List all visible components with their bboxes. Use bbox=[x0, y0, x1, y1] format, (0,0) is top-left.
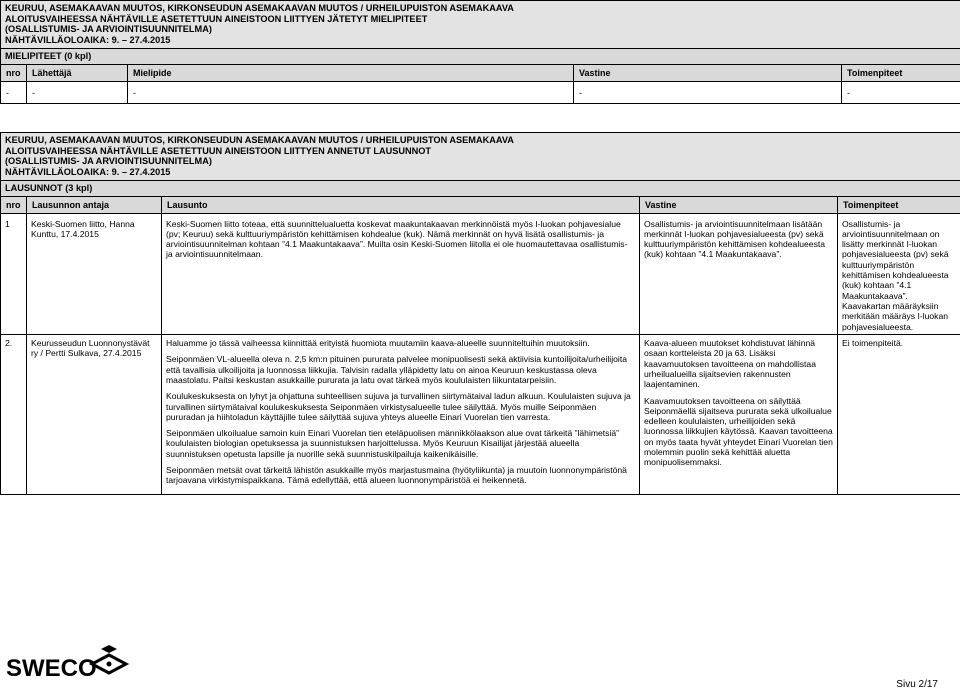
title-line: ALOITUSVAIHEESSA NÄHTÄVILLE ASETETTUUN AINEISTOON LIITTYEN JÄTETYT MIELIPITEET bbox=[5, 13, 428, 24]
header-statement: Lausunto bbox=[162, 196, 640, 213]
cell-response bbox=[640, 334, 838, 494]
statements-header-row bbox=[1, 196, 960, 213]
logo-mark-icon bbox=[92, 645, 126, 673]
statements-table bbox=[0, 132, 960, 495]
actions-paragraph: Ei toimenpiteitä. bbox=[842, 337, 904, 348]
opinions-header-row bbox=[1, 64, 960, 81]
table-row bbox=[1, 213, 960, 334]
cell-response bbox=[640, 213, 838, 334]
header-actions: Toimenpiteet bbox=[842, 64, 960, 81]
response-paragraph: Osallistumis- ja arviointisuunnitelmaan lisätään merkinnät I-luokan pohjavesialueesta (pv) sekä kulttuuriympäristön kehittämisen kohdealueesta (kuk) kohtaan ”4.1 Maakuntakaava”. bbox=[644, 218, 826, 260]
header-opinion: Mielipide bbox=[128, 64, 574, 81]
cell-statement bbox=[162, 213, 640, 334]
title-line: ALOITUSVAIHEESSA NÄHTÄVILLE ASETETTUUN AINEISTOON LIITTYEN ANNETUT LAUSUNNOT bbox=[5, 145, 432, 156]
statements-title-row bbox=[1, 133, 960, 181]
header-giver: Lausunnon antaja bbox=[27, 196, 162, 213]
header-actions: Toimenpiteet bbox=[838, 196, 960, 213]
statement-paragraph: Seiponmäen ulkoilualue samoin kuin Einari Vuorelan tien eteläpuolisen männikkölaakson alue ovat tärkeitä ”lähimetsiä” koululaisten biologian opetuksessa ja suunnistuksen harjoittelussa. Myös Keuruun Kisailijat järjestää alueella suunnistuksen opetusta lapsille ja nuorille sekä suunnistuskilpailuja kaikenikäisille. bbox=[166, 428, 620, 459]
header-nro: nro bbox=[1, 196, 27, 213]
cell-giver: Keurusseudun Luonnonystävät ry / Pertti Sulkava, 27.4.2015 bbox=[27, 334, 162, 494]
statement-paragraph: Seiponmäen metsät ovat tärkeitä lähistön asukkaille myös marjastusmaina (hyötyliikunta) ja muutoin luonnonympäristönä tarjoavana virkistymispaikkana. Tämä edellyttää, että alueen luonnonympäristöä ei heikennetä. bbox=[166, 465, 627, 486]
title-line: NÄHTÄVILLÄOLOAIKA: 9. – 27.4.2015 bbox=[5, 35, 171, 46]
header-nro: nro bbox=[1, 64, 27, 81]
cell-opinion: - bbox=[128, 81, 574, 104]
header-response: Vastine bbox=[640, 196, 838, 213]
table-row bbox=[1, 81, 960, 104]
title-line: KEURUU, ASEMAKAAVAN MUUTOS, KIRKONSEUDUN ASEMAKAAVAN MUUTOS / URHEILUPUISTON ASEMAKAAVA bbox=[5, 3, 514, 13]
opinions-title-row bbox=[1, 1, 960, 49]
actions-paragraph: Osallistumis- ja arviointisuunnitelmaan on lisätty merkinnät I-luokan pohjavesialueesta (pv) sekä kulttuuriympäristön kehittämisen kohdealueesta (kuk) kohtaan ”4.1 Maakuntakaava”. Kaavakartan määräyksiin merkitään määräys I-luokan pohjavesialueesta. bbox=[842, 218, 949, 332]
title-line: KEURUU, ASEMAKAAVAN MUUTOS, KIRKONSEUDUN ASEMAKAAVAN MUUTOS / URHEILUPUISTON ASEMAKAAVA bbox=[5, 135, 514, 145]
statement-paragraph: Haluamme jo tässä vaiheessa kiinnittää erityistä huomiota muutamiin kaava-alueelle suunniteltuihin muutoksiin. bbox=[166, 337, 590, 348]
cell-response: - bbox=[574, 81, 842, 104]
cell-nro: - bbox=[1, 81, 27, 104]
statements-title bbox=[1, 133, 960, 181]
page-number: Sivu 2/17 bbox=[896, 679, 938, 688]
title-line: NÄHTÄVILLÄOLOAIKA: 9. – 27.4.2015 bbox=[5, 167, 171, 178]
statement-paragraph: Seiponmäen VL-alueella oleva n. 2,5 km:n pituinen pururata palvelee monipuolisesti sekä aktiivisia kuntoilijoita/urheilijoita että tavallisia ulkoilijoita ja luonnossa liikkujia. Talvisin radalla ylläpidetty latu on ainoa Keuruun keskustassa oleva maastolatu. Paitsi keskustan asukkaille pururata ja latu ovat tärkeä myös koululaisten liikuntatarpeisiin. bbox=[166, 354, 627, 385]
response-paragraph: Kaavamuutoksen tavoitteena on säilyttää Seiponmäellä sijaitseva pururata sekä ulkoilualue edelleen koululaisten, urheilijoiden sekä luonnossa liikkujien käytössä. Kaavan tavoitteena on myös taata hyvät yhteydet Einari Vuorelan tien molemmin puolin sekä kehittää aluetta monipuolisemmaksi. bbox=[644, 395, 833, 468]
sweco-logo bbox=[6, 641, 132, 681]
cell-actions bbox=[838, 213, 960, 334]
cell-sender: - bbox=[27, 81, 128, 104]
response-paragraph: Kaava-alueen muutokset kohdistuvat lähinnä osaan kortteleista 20 ja 63. Lisäksi kaavamuutoksen tavoitteena on mahdollistaa urheilualueilla sijaitsevien rakennusten laajentaminen. bbox=[644, 337, 816, 390]
opinions-count: MIELIPITEET (0 kpl) bbox=[1, 48, 960, 64]
statement-paragraph: Keski-Suomen liitto toteaa, että suunnittelualuetta koskevat maakuntakaavan merkinnöistä myös I-luokan pohjavesialue (pv; Keuruu) sekä kulttuuriympäristön kehittämisen kohdealue (kuk). Nämä merkinnät on hyvä lisätä osallistumis- ja arviointisuunnitelman kohtaan ”4.1 Maakuntakaava”. Muilta osin Keski-Suomen liitolla ei ole huomautettavaa osallistumis- ja arviointisuunnitelmaan. bbox=[166, 218, 628, 260]
header-sender: Lähettäjä bbox=[27, 64, 128, 81]
statement-paragraph: Koulukeskuksesta on lyhyt ja ohjattuna suhteellisen sujuva ja turvallinen siirtymätaival ladun alkuun. Koululaisten sujuva ja turvallinen siirtymätaival koulukeskuksesta Seiponmäen virkistysalueelle tulee säilyttää. Myös muille Seiponmäen pururadan ja hiihtoladun käyttäjille tulee säilyttää sujuva yhteys alueelle Einari Vuorelan tien varresta. bbox=[166, 391, 631, 422]
opinions-title bbox=[1, 1, 960, 49]
opinions-count-row bbox=[1, 48, 960, 64]
cell-nro: 1 bbox=[1, 213, 27, 334]
title-line: (OSALLISTUMIS- JA ARVIOINTISUUNNITELMA) bbox=[5, 156, 212, 167]
cell-actions: - bbox=[842, 81, 960, 104]
cell-actions bbox=[838, 334, 960, 494]
statements-count: LAUSUNNOT (3 kpl) bbox=[1, 180, 960, 196]
table-row bbox=[1, 334, 960, 494]
cell-statement bbox=[162, 334, 640, 494]
logo-wordmark: SWECO bbox=[6, 655, 97, 681]
statements-count-row bbox=[1, 180, 960, 196]
cell-giver: Keski-Suomen liitto, Hanna Kunttu, 17.4.2015 bbox=[27, 213, 162, 334]
cell-nro: 2. bbox=[1, 334, 27, 494]
opinions-table bbox=[0, 0, 960, 104]
title-line: (OSALLISTUMIS- JA ARVIOINTISUUNNITELMA) bbox=[5, 24, 212, 35]
header-response: Vastine bbox=[574, 64, 842, 81]
